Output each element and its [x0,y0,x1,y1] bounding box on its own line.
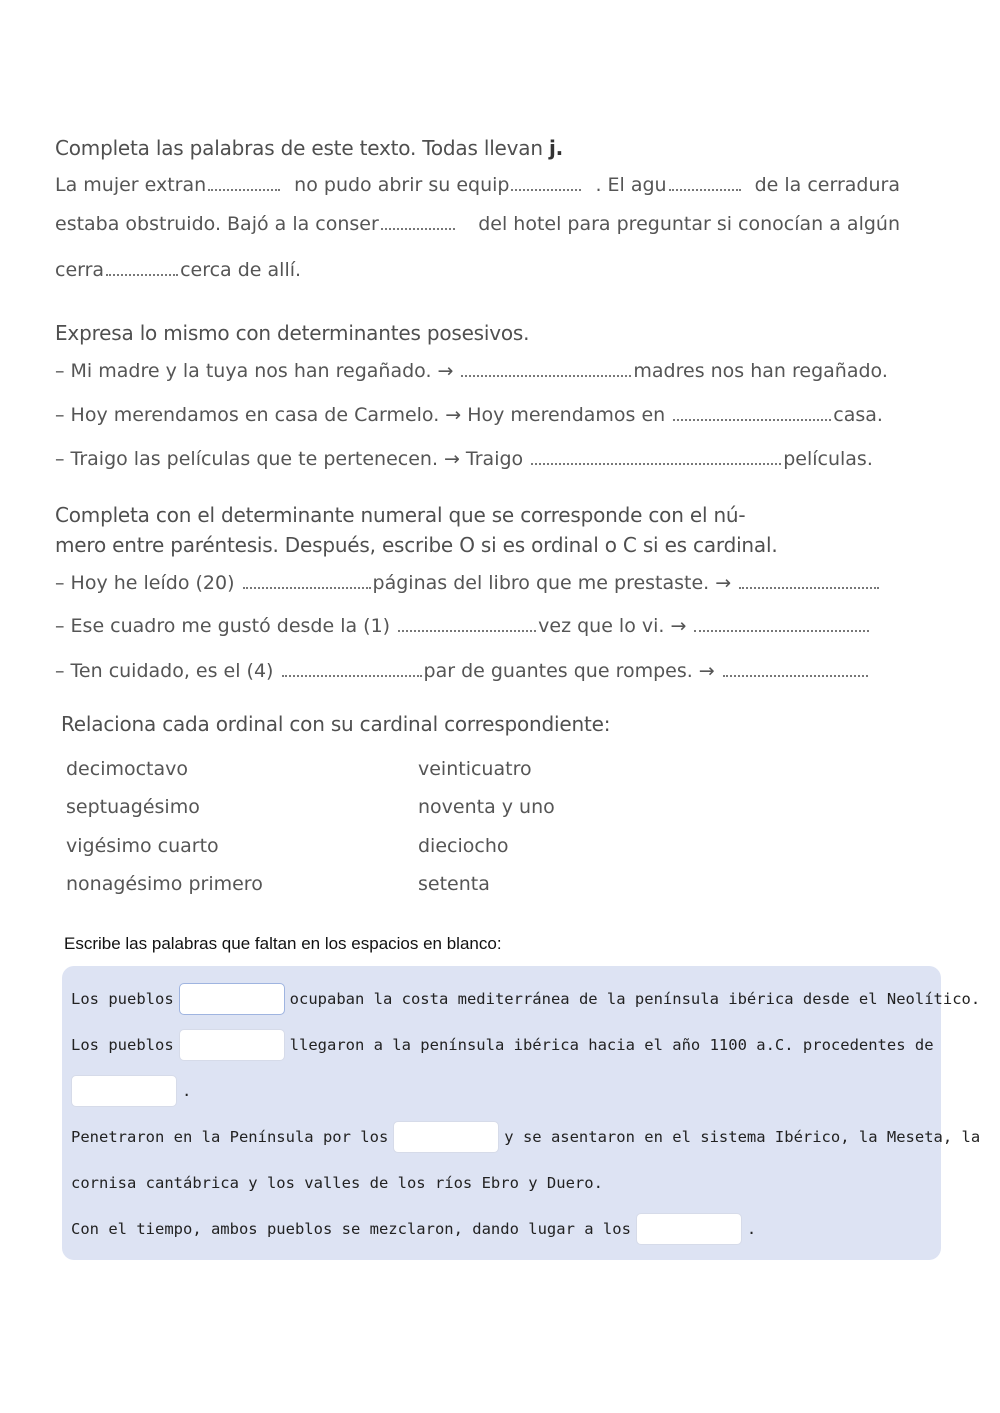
fill-blanks-panel [62,966,981,1260]
text-segment: Hoy merendamos en [467,404,666,426]
text-segment: – Mi madre y la tuya nos han regañado. [55,360,432,382]
exercise-1-line-2 [55,212,900,235]
exercise-2-row-3 [55,447,900,470]
text-segment: Los pueblos [71,990,174,1008]
ordinal-item[interactable]: nonagésimo primero [66,873,263,895]
text-segment: de la cerradura [754,174,900,196]
cardinal-item[interactable]: veinticuatro [418,758,532,780]
blank-input-4[interactable] [393,1121,499,1153]
cardinal-item[interactable]: setenta [418,873,490,895]
arrow-icon: → [698,660,715,682]
text-segment: La mujer extran [55,174,207,196]
cardinal-item[interactable]: noventa y uno [418,796,555,818]
blank-dots[interactable] [511,173,581,191]
blank-dots[interactable] [739,571,879,589]
text-segment: casa. [833,404,883,426]
text-segment: no pudo abrir su equip [294,174,510,196]
arrow-icon: → [444,448,460,470]
blank-dots[interactable] [694,614,869,632]
blank-input-5[interactable] [636,1213,742,1245]
text-segment: – Ten cuidado, es el (4) [55,660,274,682]
exercise-2-row-2 [55,403,900,426]
exercise-2-heading: Expresa lo mismo con determinantes posesivos. [55,321,530,345]
blank-dots[interactable] [673,403,831,421]
exercise-1-heading [55,136,905,160]
text-segment: vez que lo vi. [538,615,665,637]
text-segment: Con el tiempo, ambos pueblos se mezclaron, dando lugar a los [71,1220,631,1238]
text-segment: – Hoy merendamos en casa de Carmelo. [55,404,440,426]
ordinal-item[interactable]: decimoctavo [66,758,189,780]
blank-dots[interactable] [669,173,741,191]
arrow-icon: → [445,404,462,426]
arrow-icon: → [715,572,732,594]
text-segment: películas. [783,448,873,470]
blank-dots[interactable] [106,258,178,276]
text-segment: cerca de allí. [180,259,302,281]
blank-dots[interactable] [723,659,868,677]
exercise-1-heading-text: Completa las palabras de este texto. Todas llevan [55,136,549,160]
text-segment: par de guantes que rompes. [423,660,693,682]
text-segment: Los pueblos [71,1036,174,1054]
ordinal-item[interactable]: vigésimo cuarto [66,835,219,857]
exercise-4-heading: Relaciona cada ordinal con su cardinal correspondiente: [61,712,611,736]
exercise-3-heading-line-2: mero entre paréntesis. Después, escribe O si es ordinal o C si es cardinal. [55,533,778,557]
blank-dots[interactable] [208,173,280,191]
text-segment: – Hoy he leído (20) [55,572,235,594]
blank-input-1[interactable] [179,983,285,1015]
text-segment: del hotel para preguntar si conocían a algún [478,213,900,235]
text-segment: páginas del libro que me prestaste. [372,572,710,594]
exercise-3-row-3 [55,659,900,682]
blank-dots[interactable] [282,659,422,677]
exercise-2-row-1 [55,359,900,382]
blank-dots[interactable] [398,614,536,632]
ordinal-item[interactable]: septuagésimo [66,796,200,818]
blank-dots[interactable] [531,447,781,465]
panel-line-3 [71,1075,191,1107]
blank-dots[interactable] [243,571,371,589]
exercise-1-heading-letter: j. [549,136,564,160]
text-segment: Penetraron en la Península por los [71,1128,389,1146]
text-segment: – Ese cuadro me gustó desde la (1) [55,615,391,637]
panel-line-2 [71,1029,934,1061]
exercise-5-instruction: Escribe las palabras que faltan en los espacios en blanco: [64,934,502,953]
blank-dots[interactable] [461,359,631,377]
text-segment: cerra [55,259,105,281]
exercise-3-heading-line-1: Completa con el determinante numeral que se corresponde con el nú- [55,503,746,527]
text-segment: cornisa cantábrica y los valles de los ríos Ebro y Duero. [71,1174,603,1192]
text-segment: ocupaban la costa mediterránea de la península ibérica desde el Neolítico. [289,990,981,1008]
text-segment: madres nos han regañado. [633,360,888,382]
exercise-1-line-3 [55,258,900,281]
panel-line-4 [71,1121,980,1153]
cardinal-item[interactable]: dieciocho [418,835,509,857]
text-segment: – Traigo las películas que te pertenecen. [55,448,438,470]
text-segment: . [746,1220,757,1238]
text-segment: . El agu [595,174,667,196]
exercise-1-line-1 [55,173,900,196]
exercise-3-row-2 [55,614,900,637]
text-segment: llegaron a la península ibérica hacia el año 1100 a.C. procedentes de [289,1036,934,1054]
blank-input-2[interactable] [179,1029,285,1061]
arrow-icon: → [670,615,687,637]
panel-line-5 [71,1167,603,1199]
text-segment: Traigo [465,448,524,470]
arrow-icon: → [437,360,454,382]
exercise-3-row-1 [55,571,900,594]
text-segment: . [182,1082,192,1100]
blank-input-3[interactable] [71,1075,177,1107]
panel-line-1 [71,983,980,1015]
text-segment: y se asentaron en el sistema Ibérico, la Meseta, la [504,1128,981,1146]
blank-dots[interactable] [381,212,455,230]
text-segment: estaba obstruido. Bajó a la conser [55,213,379,235]
panel-line-6 [71,1213,756,1245]
